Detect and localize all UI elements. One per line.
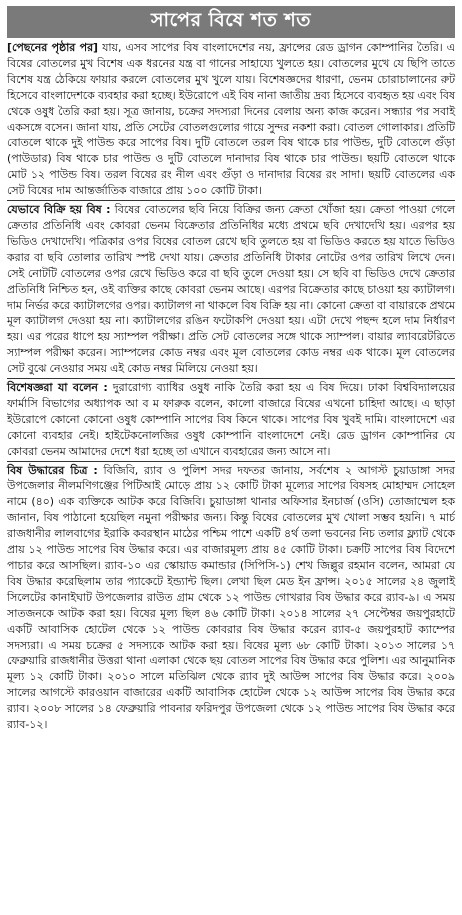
subheading-recovery: বিষ উদ্ধারের চিত্র : [7, 463, 98, 477]
paragraph-experts [7, 378, 455, 460]
subheading-how-sold: যেভাবে বিক্রি হয় বিষ : [7, 203, 111, 217]
paragraph-how-sold [7, 200, 455, 377]
article-body [7, 40, 455, 733]
headline-banner [7, 6, 455, 38]
newspaper-clipping [0, 6, 462, 915]
continuation-marker: [পেছনের পৃষ্ঠার পর] [7, 41, 99, 54]
paragraph-text: বিজিবি, র‌্যাব ও পুলিশ সদর দফতর জানায়, সর্বশেষ ২ আগস্ট চুয়াডাঙ্গা সদর উপজেলার নীলমণিগঞ্জের পিটিআই মোড়ে প্রায় ১২ কোটি টাকা মূল্যের সাপের বিষসহ মোহাম্মদ সোহেল নামে (৪০) এক ব্যক্তিকে আটক করে বিজিবি। চুয়াডাঙ্গা থানার অফিসার ইনচার্জ (ওসি) তোজাম্মেল হক জানান, বিষ পাঠানো হয়েছিল নমুনা পরীক্ষার জন্য। কিন্তু বিষের বোতলের মুখ খোলা সম্ভব হয়নি। ৭ মার্চ রাজধানীর লালবাগের ইরাকি কবরস্থান মাঠের পশ্চিম পাশে একটি ৪র্থ তলা ভবনের নিচ তলার ফ্ল্যাট থেকে প্রায় ১২ পাউন্ড সাপের বিষ উদ্ধার করে। এর বাজারমূল্য প্রায় ৪৫ কোটি টাকা। চক্রটি সাপের বিষ বিদেশে পাচার করে আসছিল। র‌্যাব-১০ এর স্কোয়াড কমান্ডার (সিপিসি-১) শেখ জিল্লুর রহমান বলেন, আমরা যে বিষ উদ্ধার করেছিলাম তার প্যাকেটে ইন্ড্যান্ট ছিল। লেখা ছিল মেড ইন ফ্রান্স। ২০১৫ সালের ২৪ জুলাই সিলেটের কানাইঘাট উপজেলার রাউত গ্রাম থেকে ১২ পাউন্ড গোখরার বিষ উদ্ধার করে র‌্যাব-৯। এ সময় সাতজনকে আটক করা হয়। বিষের মূল্য ছিল ৪৬ কোটি টাকা। ২০১৪ সালের ২৭ সেপ্টেম্বর জয়পুরহাটে একটি আবাসিক হোটেল থেকে ১২ পাউন্ড কোবরার বিষ উদ্ধার করেন র‌্যাব-৫ জয়পুরহাট ক্যাম্পের সদস্যরা। এ সময় চক্রের ৫ সদস্যকে আটক করা হয়। বিষের মূল্য ৬৮ কোটি টাকা। ২০১৩ সালের ১৭ ফেব্রুয়ারি রাজধানীর উত্তরা থানা এলাকা থেকে ছয় বোতল সাপের বিষ উদ্ধার করে পুলিশ। এর আনুমানিক মূল্য ১২ কোটি টাকা। ২০১০ সালে মতিঝিল থেকে র‌্যাব দুই আউন্স সাপের বিষ উদ্ধার করে। ২০০৯ সালের আগস্টে কারওয়ান বাজারের একটি আবাসিক হোটেল থেকে ১২ আউন্স সাপের বিষ উদ্ধার করে র‌্যাব। ২০০৮ সালের ১৪ ফেব্রুয়ারি পাবনার ফরিদপুর উপজেলা থেকে ১২ পাউন্ড সাপের বিষ উদ্ধার করে র‌্যাব-১২। [7, 463, 455, 732]
paragraph-intro [7, 40, 455, 199]
paragraph-text: বিষের বোতলের ছবি নিয়ে বিক্রির জন্য ক্রেতা খোঁজা হয়। ক্রেতা পাওয়া গেলে ক্রেতার প্রতিনিধি এবং কোবরা ভেনম বিক্রেতার প্রতিনিধির মধ্যে প্রথমে ছবি দেখাদেখি হয়। এরপর হয় ভিডিও দেখাদেখি। পত্রিকার ওপর বিষের বোতল রেখে ছবি তুলতে হয় বা ভিডিও করতে হয় যাতে ভিডিও করার বা ছবি তোলার তারিখ স্পষ্ট দেখা যায়। ক্রেতার প্রতিনিধি টাকার নোটের ওপর তারিখ লিখে দেন। সেই নোটটি বোতলের ওপর রেখে ভিডিও করে বা ছবি তুলে দেওয়া হয়। সে ছবি বা ভিডিও দেখে ক্রেতার প্রতিনিধি নিশ্চিত হন, ওই ব্যক্তির কাছে কোবরা ভেনম আছে। এরপর বিক্রেতার কাছে চাওয়া হয় ক্যাটালগ। দাম নির্ভর করে ক্যাটালগের ওপর। ক্যাটালগ না থাকলে বিষ বিক্রি হয় না। কোনো ক্রেতা বা বায়ারকে প্রথমে মূল ক্যাটালগ দেওয়া হয় না। ক্যাটালগের রঙিন ফটোকপি দেওয়া হয়। এটা দেখে পছন্দ হলে দাম নির্ধারণ হয়। এর পরের ধাপে হয় স্যাম্পল পরীক্ষা। প্রতি সেট বোতলের সঙ্গে থাকে স্যাম্পল। বায়ার ল্যাবরেটরিতে স্যাম্পল পরীক্ষা করেন। স্যাম্পলের কোড নম্বর এবং মূল বোতলের কোড নম্বর এক থাকে। মূল বোতলের সেট বুঝে নেওয়ার সময় এই কোড নম্বর মিলিয়ে নেওয়া হয়। [7, 203, 455, 376]
paragraph-text: দুরারোগ্য ব্যাধির ওষুধ নাকি তৈরি করা হয় এ বিষ দিয়ে। ঢাকা বিশ্ববিদ্যালয়ের ফার্মাসি বিভাগের অধ্যাপক আ ব ম ফারুক বলেন, কালো বাজারে বিষের এখনো চাহিদা আছে। এ ছাড়া ইউরোপে কোনো কোনো ওষুধ কোম্পানি সাপের বিষ কিনে থাকে। সাপের বিষ খুবই দামি। বাংলাদেশে এর কোনো ব্যবহার নেই। হাইটেকনোলজির ওষুধ কোম্পানি বাংলাদেশে নেই। রেড ড্রাগন কোম্পানির যে কোবরা ভেনম আমাদের দেশে ধরা হচ্ছে তা এখানে ব্যবহারের জন্য আসে না। [7, 381, 456, 458]
subheading-experts: বিশেষজ্ঞরা যা বলেন : [7, 381, 108, 395]
paragraph-text: যায়, এসব সাপের বিষ বাংলাদেশের নয়, ফ্রান্সের রেড ড্রাগন কোম্পানির তৈরি। এ বিষের বোতলের মুখ বিশেষ এক ধরনের যন্ত্র বা গানের সাহায্যে খুলতে হয়। বোতলের মুখে যে ছিপি তাতে বিশেষ যন্ত্র ঠেকিয়ে ফায়ার করলে বোতলের মুখ খুলে যায়। বিশেষজ্ঞদের ধারণা, ভেনম চোরাচালানের রুট হিসেবে বাংলাদেশকে ব্যবহার করা হচ্ছে। ইউরোপে এই বিষ নানা জাতীয় দ্রব্য হিসেবে ব্যবহৃত হয় এবং বিষ থেকে ওষুধ তৈরি করা হয়। সূত্র জানায়, চক্রের সদস্যরা দিনের বেলায় অন্য কাজ করেন। সন্ধ্যার পর সবাই একসঙ্গে বসেন। জানা যায়, প্রতি সেটের বোতলগুলোর গায়ে সুন্দর নকশা করা। বোতল গোলাকার। প্রতিটি বোতলে থাকে দুই পাউন্ড করে সাপের বিষ। দুটি বোতলে তরল বিষ থাকে চার পাউন্ড, দুটি বোতলে গুঁড়া (পাউডার) বিষ থাকে চার পাউন্ড ও দুটি বোতলে দানাদার বিষ থাকে চার পাউন্ড। ছয়টি বোতলে থাকে মোট ১২ পাউন্ড বিষ। তরল বিষের রং নীল এবং গুঁড়া ও দানাদার বিষের রং সাদা। ছয়টি বোতলের এক সেট বিষের দাম আন্তর্জাতিক বাজারে প্রায় ১০০ কোটি টাকা। [7, 41, 455, 198]
headline: সাপের বিষে শত শত [150, 9, 311, 31]
paragraph-recovery [7, 461, 455, 733]
